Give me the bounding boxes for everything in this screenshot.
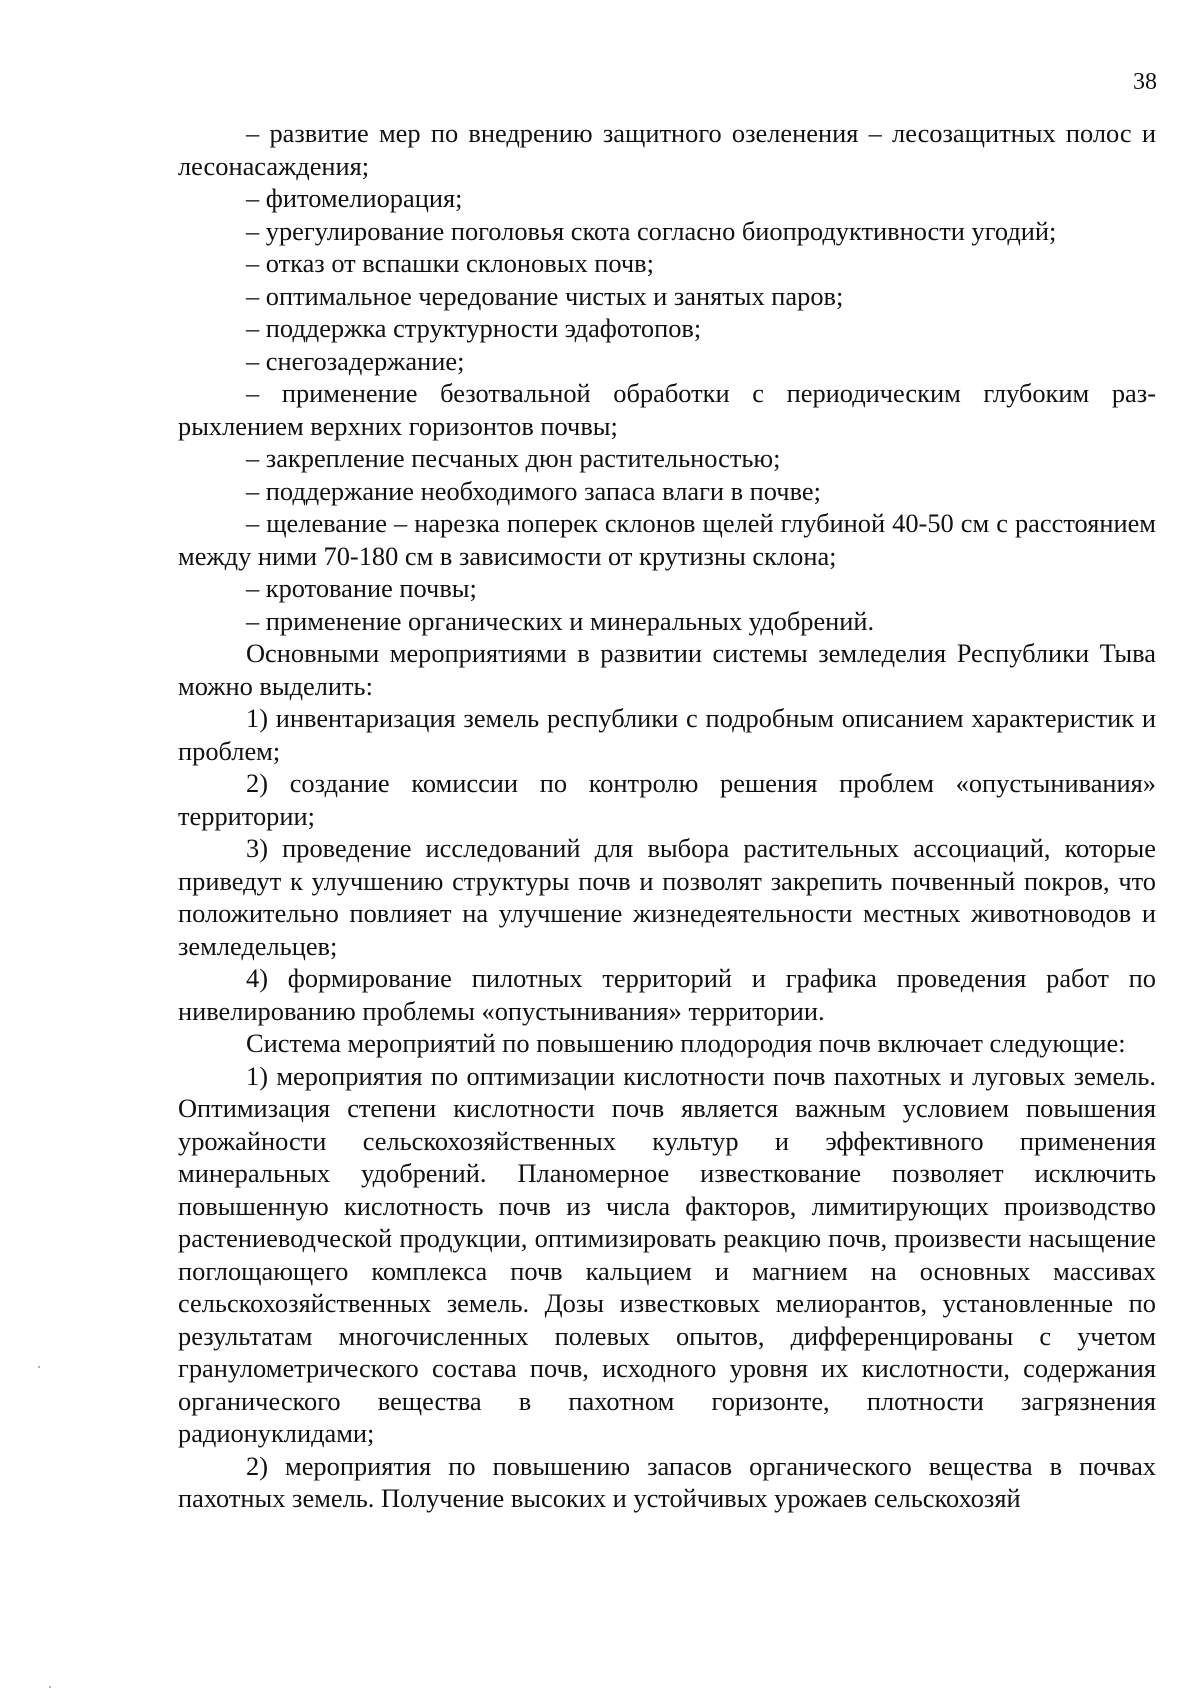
- page-number: 38: [1133, 69, 1157, 95]
- numbered-item-1-acidity: 1) мероприятия по оптимизации кислотности почв пахотных и луговых земель. Оптимизация степени кислотности почв является важным условием повышения урожайности сельскохозяйственных культур и эффективного применения минеральных удобрений. Планомерное известкование позволяет исключить повышенную кислотность почв из числа факторов, лимитирующих производство растениеводческой продукции, оптимизировать реакцию почв, произвести насыщение поглощающего комплекса почв кальцием и магнием на основных массивах сельскохозяйственных земель. Дозы известковых мелиорантов, установленные по результатам многочисленных полевых опытов, дифференцированы с учетом гранулометрического состава почв, исходного уровня их кислотности, содержания органического вещества в пахотном горизонте, плотности загрязнения радионуклидами;: [178, 1060, 1156, 1448]
- document-body: [178, 117, 1156, 1515]
- numbered-item-2-commission: 2) создание комиссии по контролю решения проблем «опустынивания» территории;: [178, 768, 1156, 831]
- list-item-moisture-reserve: – поддержание необходимого запаса влаги в почве;: [246, 475, 821, 506]
- list-item-fallow-rotation: – оптимальное чередование чистых и занятых паров;: [246, 280, 844, 311]
- list-item-no-slope-plowing: – отказ от вспашки склоновых почв;: [246, 248, 654, 278]
- list-item-snow-retention: – снегозадержание;: [246, 345, 465, 376]
- paragraph-fertility-system: Система мероприятий по повышению плодородия почв включает следующие:: [246, 1028, 1126, 1058]
- list-item-phytomelioration: – фитомелиорация;: [246, 183, 463, 213]
- list-item-slotting: – щелевание – нарезка поперек склонов щелей глубиной 40-50 см с расстоянием между ними 70-180 см в зависимости от крутизны склона;: [178, 508, 1156, 571]
- list-item-dune-fixation: – закрепление песчаных дюн растительностью;: [246, 443, 781, 473]
- paragraph-main-measures: Основными мероприятиями в развитии системы земледелия Республики Тыва можно выделить:: [178, 638, 1156, 701]
- scan-speck: [38, 1366, 40, 1368]
- list-item-edaphotope-structure: – поддержка структурности эдафотопов;: [246, 313, 702, 343]
- list-item-livestock-regulation: – урегулирование поголовья скота согласно биопродуктивности угодий;: [246, 215, 1057, 246]
- numbered-item-2-organic-matter: 2) мероприятия по повышению запасов органического вещества в почвах пахотных земель. Получение высоких и устойчивых урожаев сельскохозяй: [178, 1450, 1156, 1513]
- numbered-item-3-research: 3) проведение исследований для выбора растительных ассоциаций, которые приведут к улучшению структуры почв и позволят закрепить почвенный покров, что положительно повлияет на улучшение жизнедеятельности местных животноводов и земледельцев;: [178, 833, 1156, 961]
- scan-speck: [49, 1686, 51, 1688]
- list-item-mole-drainage: – кротование почвы;: [246, 573, 477, 603]
- list-item-fertilizers: – применение органических и минеральных удобрений.: [246, 605, 875, 636]
- numbered-item-4-pilot-territories: 4) формирование пилотных территорий и графика проведения работ по нивелированию проблемы «опустынивания» территории.: [178, 963, 1156, 1026]
- list-item-shelterbelts: – развитие мер по внедрению защитного озеленения – лесозащитных полос и лесонасаждения;: [178, 118, 1156, 181]
- numbered-item-1-inventory: 1) инвентаризация земель республики с подробным описанием характеристик и проблем;: [178, 703, 1156, 766]
- list-item-moldboardless-tillage: – применение безотвальной обработки с периодическим глубоким разрыхлением верхних горизонтов почвы;: [178, 378, 1156, 441]
